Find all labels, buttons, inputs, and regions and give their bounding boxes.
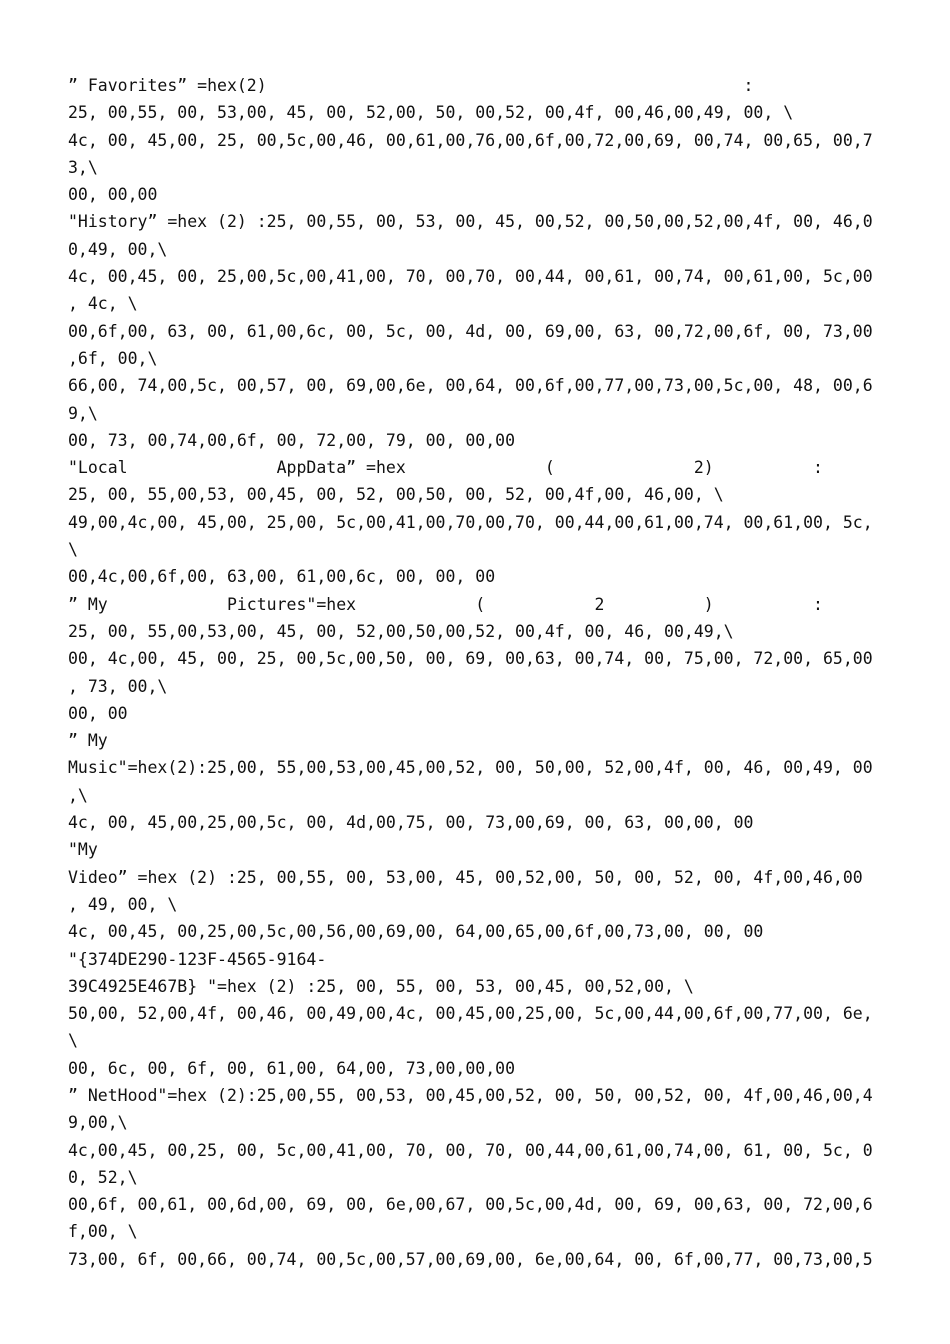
- text-line: f,00, \: [68, 1222, 138, 1242]
- text-line: 0,49, 00,\: [68, 239, 168, 259]
- text-line: 00, 00: [68, 703, 128, 723]
- text-line: ” My Pictures"=hex ( 2 ) :: [68, 594, 823, 614]
- text-line: 00, 4c,00, 45, 00, 25, 00,5c,00,50, 00, 69, 00,63, 00,74, 00, 75,00, 72,00, 65,00: [68, 649, 873, 669]
- text-line: 00,4c,00,6f,00, 63,00, 61,00,6c, 00, 00, 00: [68, 567, 496, 587]
- text-line: 4c, 00, 45,00, 25, 00,5c,00,46, 00,61,00,76,00,6f,00,72,00,69, 00,74, 00,65, 00,7: [68, 130, 873, 150]
- text-line: 0, 52,\: [68, 1167, 138, 1187]
- text-line: , 73, 00,\: [68, 676, 168, 696]
- text-line: 9,00,\: [68, 1113, 128, 1133]
- text-line: 73,00, 6f, 00,66, 00,74, 00,5c,00,57,00,69,00, 6e,00,64, 00, 6f,00,77, 00,73,00,5: [68, 1249, 873, 1269]
- text-line: Video” =hex (2) :25, 00,55, 00, 53,00, 45, 00,52,00, 50, 00, 52, 00, 4f,00,46,00: [68, 867, 863, 887]
- registry-text-block: [68, 72, 882, 1273]
- text-line: 25, 00, 55,00,53,00, 45, 00, 52,00,50,00,52, 00,4f, 00, 46, 00,49,\: [68, 621, 734, 641]
- text-line: 00, 00,00: [68, 185, 158, 205]
- text-line: 49,00,4c,00, 45,00, 25,00, 5c,00,41,00,70,00,70, 00,44,00,61,00,74, 00,61,00, 5c,: [68, 512, 873, 532]
- text-line: 25, 00, 55,00,53, 00,45, 00, 52, 00,50, 00, 52, 00,4f,00, 46,00, \: [68, 485, 724, 505]
- text-line: "History” =hex (2) :25, 00,55, 00, 53, 00, 45, 00,52, 00,50,00,52,00,4f, 00, 46,0: [68, 212, 873, 232]
- text-line: , 49, 00, \: [68, 894, 178, 914]
- text-line: Music"=hex(2):25,00, 55,00,53,00,45,00,52, 00, 50,00, 52,00,4f, 00, 46, 00,49, 00: [68, 758, 873, 778]
- text-line: 00,6f,00, 63, 00, 61,00,6c, 00, 5c, 00, 4d, 00, 69,00, 63, 00,72,00,6f, 00, 73,00: [68, 321, 873, 341]
- text-line: 4c, 00,45, 00,25,00,5c,00,56,00,69,00, 64,00,65,00,6f,00,73,00, 00, 00: [68, 922, 764, 942]
- text-line: ” NetHood"=hex (2):25,00,55, 00,53, 00,45,00,52, 00, 50, 00,52, 00, 4f,00,46,00,4: [68, 1085, 873, 1105]
- text-line: 4c, 00, 45,00,25,00,5c, 00, 4d,00,75, 00, 73,00,69, 00, 63, 00,00, 00: [68, 813, 754, 833]
- text-line: 3,\: [68, 157, 98, 177]
- text-line: 00,6f, 00,61, 00,6d,00, 69, 00, 6e,00,67, 00,5c,00,4d, 00, 69, 00,63, 00, 72,00,6: [68, 1195, 873, 1215]
- text-line: ,6f, 00,\: [68, 348, 158, 368]
- text-line: 39C4925E467B} "=hex (2) :25, 00, 55, 00, 53, 00,45, 00,52,00, \: [68, 976, 694, 996]
- text-line: ” My: [68, 731, 108, 751]
- text-line: \: [68, 1031, 78, 1051]
- text-line: 50,00, 52,00,4f, 00,46, 00,49,00,4c, 00,45,00,25,00, 5c,00,44,00,6f,00,77,00, 6e,: [68, 1004, 873, 1024]
- text-line: 00, 6c, 00, 6f, 00, 61,00, 64,00, 73,00,00,00: [68, 1058, 516, 1078]
- text-line: 4c, 00,45, 00, 25,00,5c,00,41,00, 70, 00,70, 00,44, 00,61, 00,74, 00,61,00, 5c,00: [68, 267, 873, 287]
- text-line: "{374DE290-123F-4565-9164-: [68, 949, 327, 969]
- text-line: "Local AppData” =hex ( 2) :: [68, 458, 823, 478]
- text-line: 4c,00,45, 00,25, 00, 5c,00,41,00, 70, 00, 70, 00,44,00,61,00,74,00, 61, 00, 5c, 0: [68, 1140, 873, 1160]
- text-line: 9,\: [68, 403, 98, 423]
- text-line: 66,00, 74,00,5c, 00,57, 00, 69,00,6e, 00,64, 00,6f,00,77,00,73,00,5c,00, 48, 00,6: [68, 376, 873, 396]
- text-line: 00, 73, 00,74,00,6f, 00, 72,00, 79, 00, 00,00: [68, 430, 516, 450]
- text-line: ” Favorites” =hex(2) :: [68, 76, 754, 95]
- text-line: ,\: [68, 785, 88, 805]
- text-line: 25, 00,55, 00, 53,00, 45, 00, 52,00, 50, 00,52, 00,4f, 00,46,00,49, 00, \: [68, 103, 794, 123]
- text-line: , 4c, \: [68, 294, 138, 314]
- text-line: \: [68, 540, 78, 560]
- text-line: "My: [68, 840, 98, 860]
